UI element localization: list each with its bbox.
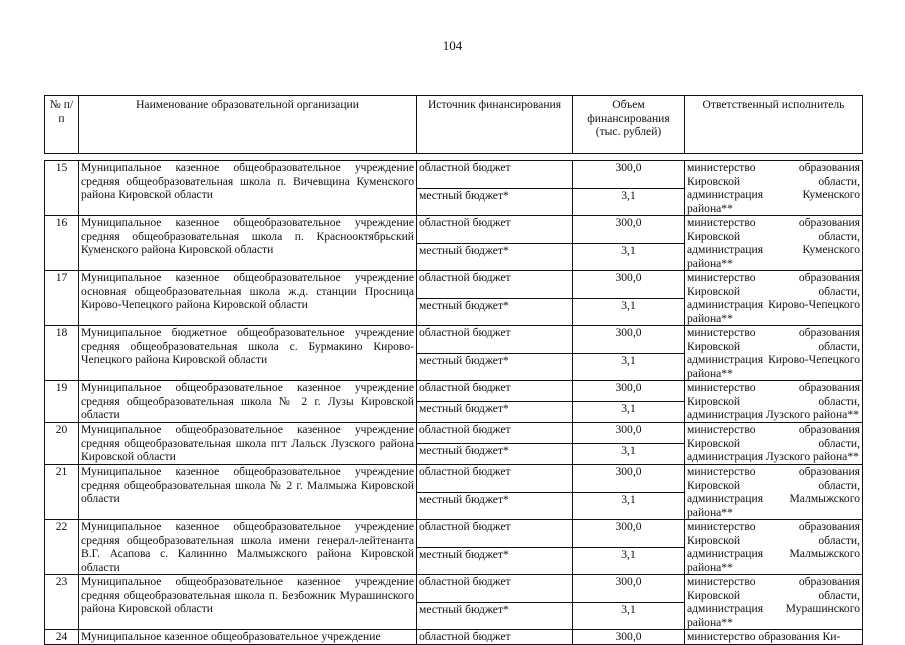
header-responsible: Ответственный исполнитель [685,96,863,154]
table-row [45,423,863,444]
funding-source: местный бюджет* [417,602,573,630]
responsible-executor: министерство образования Кировской области, администрация Малмыжского района** [685,465,863,520]
organization-name: Муниципальное казенное общеобразовательное учреждение средняя общеобразовательная школа п. Вичевщина Куменского района Кировской области [79,161,417,216]
funding-amount: 300,0 [573,381,685,402]
header-name: Наименование образовательной организации [79,96,417,154]
header-source: Источник финансирования [417,96,573,154]
row-number: 16 [45,216,79,271]
table-row [45,381,863,402]
row-number: 24 [45,630,79,645]
responsible-executor: министерство образования Кировской области, администрация Лузского района** [685,423,863,465]
funding-source: областной бюджет [417,465,573,493]
funding-amount: 3,1 [573,492,685,520]
funding-source: областной бюджет [417,271,573,299]
funding-source: местный бюджет* [417,298,573,326]
row-number: 21 [45,465,79,520]
funding-amount: 300,0 [573,465,685,493]
organization-name: Муниципальное общеобразовательное казенное учреждение средняя общеобразовательная школа № 2 г. Лузы Кировской области [79,381,417,423]
responsible-executor: министерство образования Кировской области, администрация Куменского района** [685,161,863,216]
gap-cell [45,154,863,161]
responsible-executor: министерство образования Кировской области, администрация Кирово-Чепецкого района** [685,326,863,381]
funding-amount: 3,1 [573,298,685,326]
organization-name: Муниципальное казенное общеобразовательное учреждение основная общеобразовательная школа ж.д. станции Просница Кирово-Чепецкого района Кировской области [79,271,417,326]
funding-table [44,95,863,645]
header-amount: Объем финансирования (тыс. рублей) [573,96,685,154]
table-body [45,161,863,645]
table-row [45,216,863,244]
responsible-executor: министерство образования Кировской области, администрация Малмыжского района** [685,520,863,575]
responsible-executor: министерство образования Ки- [685,630,863,645]
funding-source: местный бюджет* [417,402,573,423]
table-row [45,575,863,603]
funding-source: областной бюджет [417,575,573,603]
funding-source: местный бюджет* [417,444,573,465]
funding-amount: 3,1 [573,547,685,575]
funding-amount: 300,0 [573,216,685,244]
row-number: 20 [45,423,79,465]
organization-name: Муниципальное общеобразовательное казенное учреждение средняя общеобразовательная школа п. Безбожник Мурашинского района Кировской области [79,575,417,630]
table-row [45,520,863,548]
responsible-executor: министерство образования Кировской области, администрация Куменского района** [685,216,863,271]
funding-source: областной бюджет [417,161,573,189]
organization-name: Муниципальное бюджетное общеобразовательное учреждение средняя общеобразовательная школа с. Бурмакино Кирово-Чепецкого района Кировской области [79,326,417,381]
funding-source: областной бюджет [417,216,573,244]
header-num: № п/п [45,96,79,154]
funding-amount: 3,1 [573,353,685,381]
row-number: 17 [45,271,79,326]
organization-name: Муниципальное казенное общеобразовательное учреждение средняя общеобразовательная школа № 2 г. Малмыжа Кировской области [79,465,417,520]
funding-amount: 300,0 [573,161,685,189]
funding-source: областной бюджет [417,423,573,444]
funding-amount: 300,0 [573,326,685,354]
funding-source: местный бюджет* [417,243,573,271]
table-header-row [45,96,863,154]
header-gap [45,154,863,161]
responsible-executor: министерство образования Кировской области, администрация Мурашинского района** [685,575,863,630]
row-number: 23 [45,575,79,630]
funding-source: местный бюджет* [417,547,573,575]
funding-amount: 300,0 [573,575,685,603]
funding-source: местный бюджет* [417,353,573,381]
table-row [45,161,863,189]
funding-source: местный бюджет* [417,188,573,216]
funding-amount: 3,1 [573,602,685,630]
row-number: 18 [45,326,79,381]
funding-amount: 300,0 [573,630,685,645]
funding-amount: 3,1 [573,444,685,465]
table-row [45,326,863,354]
responsible-executor: министерство образования Кировской области, администрация Лузского района** [685,381,863,423]
funding-amount: 300,0 [573,423,685,444]
funding-amount: 3,1 [573,402,685,423]
responsible-executor: министерство образования Кировской области, администрация Кирово-Чепецкого района** [685,271,863,326]
row-number: 15 [45,161,79,216]
funding-amount: 3,1 [573,188,685,216]
page-number: 104 [442,38,463,53]
funding-source: областной бюджет [417,520,573,548]
funding-source: областной бюджет [417,630,573,645]
row-number: 19 [45,381,79,423]
funding-amount: 300,0 [573,271,685,299]
organization-name: Муниципальное казенное общеобразовательное учреждение средняя общеобразовательная школа имени генерал-лейтенанта В.Г. Асапова с. Калинино Малмыжского района Кировской области [79,520,417,575]
funding-amount: 3,1 [573,243,685,271]
funding-source: областной бюджет [417,381,573,402]
funding-source: областной бюджет [417,326,573,354]
organization-name: Муниципальное общеобразовательное казенное учреждение средняя общеобразовательная школа пгт Лальск Лузского района Кировской области [79,423,417,465]
table-row [45,465,863,493]
organization-name: Муниципальное казенное общеобразовательное учреждение [79,630,417,645]
table-row [45,271,863,299]
row-number: 22 [45,520,79,575]
funding-source: местный бюджет* [417,492,573,520]
table-row [45,630,863,645]
funding-amount: 300,0 [573,520,685,548]
organization-name: Муниципальное казенное общеобразовательное учреждение средняя общеобразовательная школа п. Краснооктябрьский Куменского района Кировской области [79,216,417,271]
